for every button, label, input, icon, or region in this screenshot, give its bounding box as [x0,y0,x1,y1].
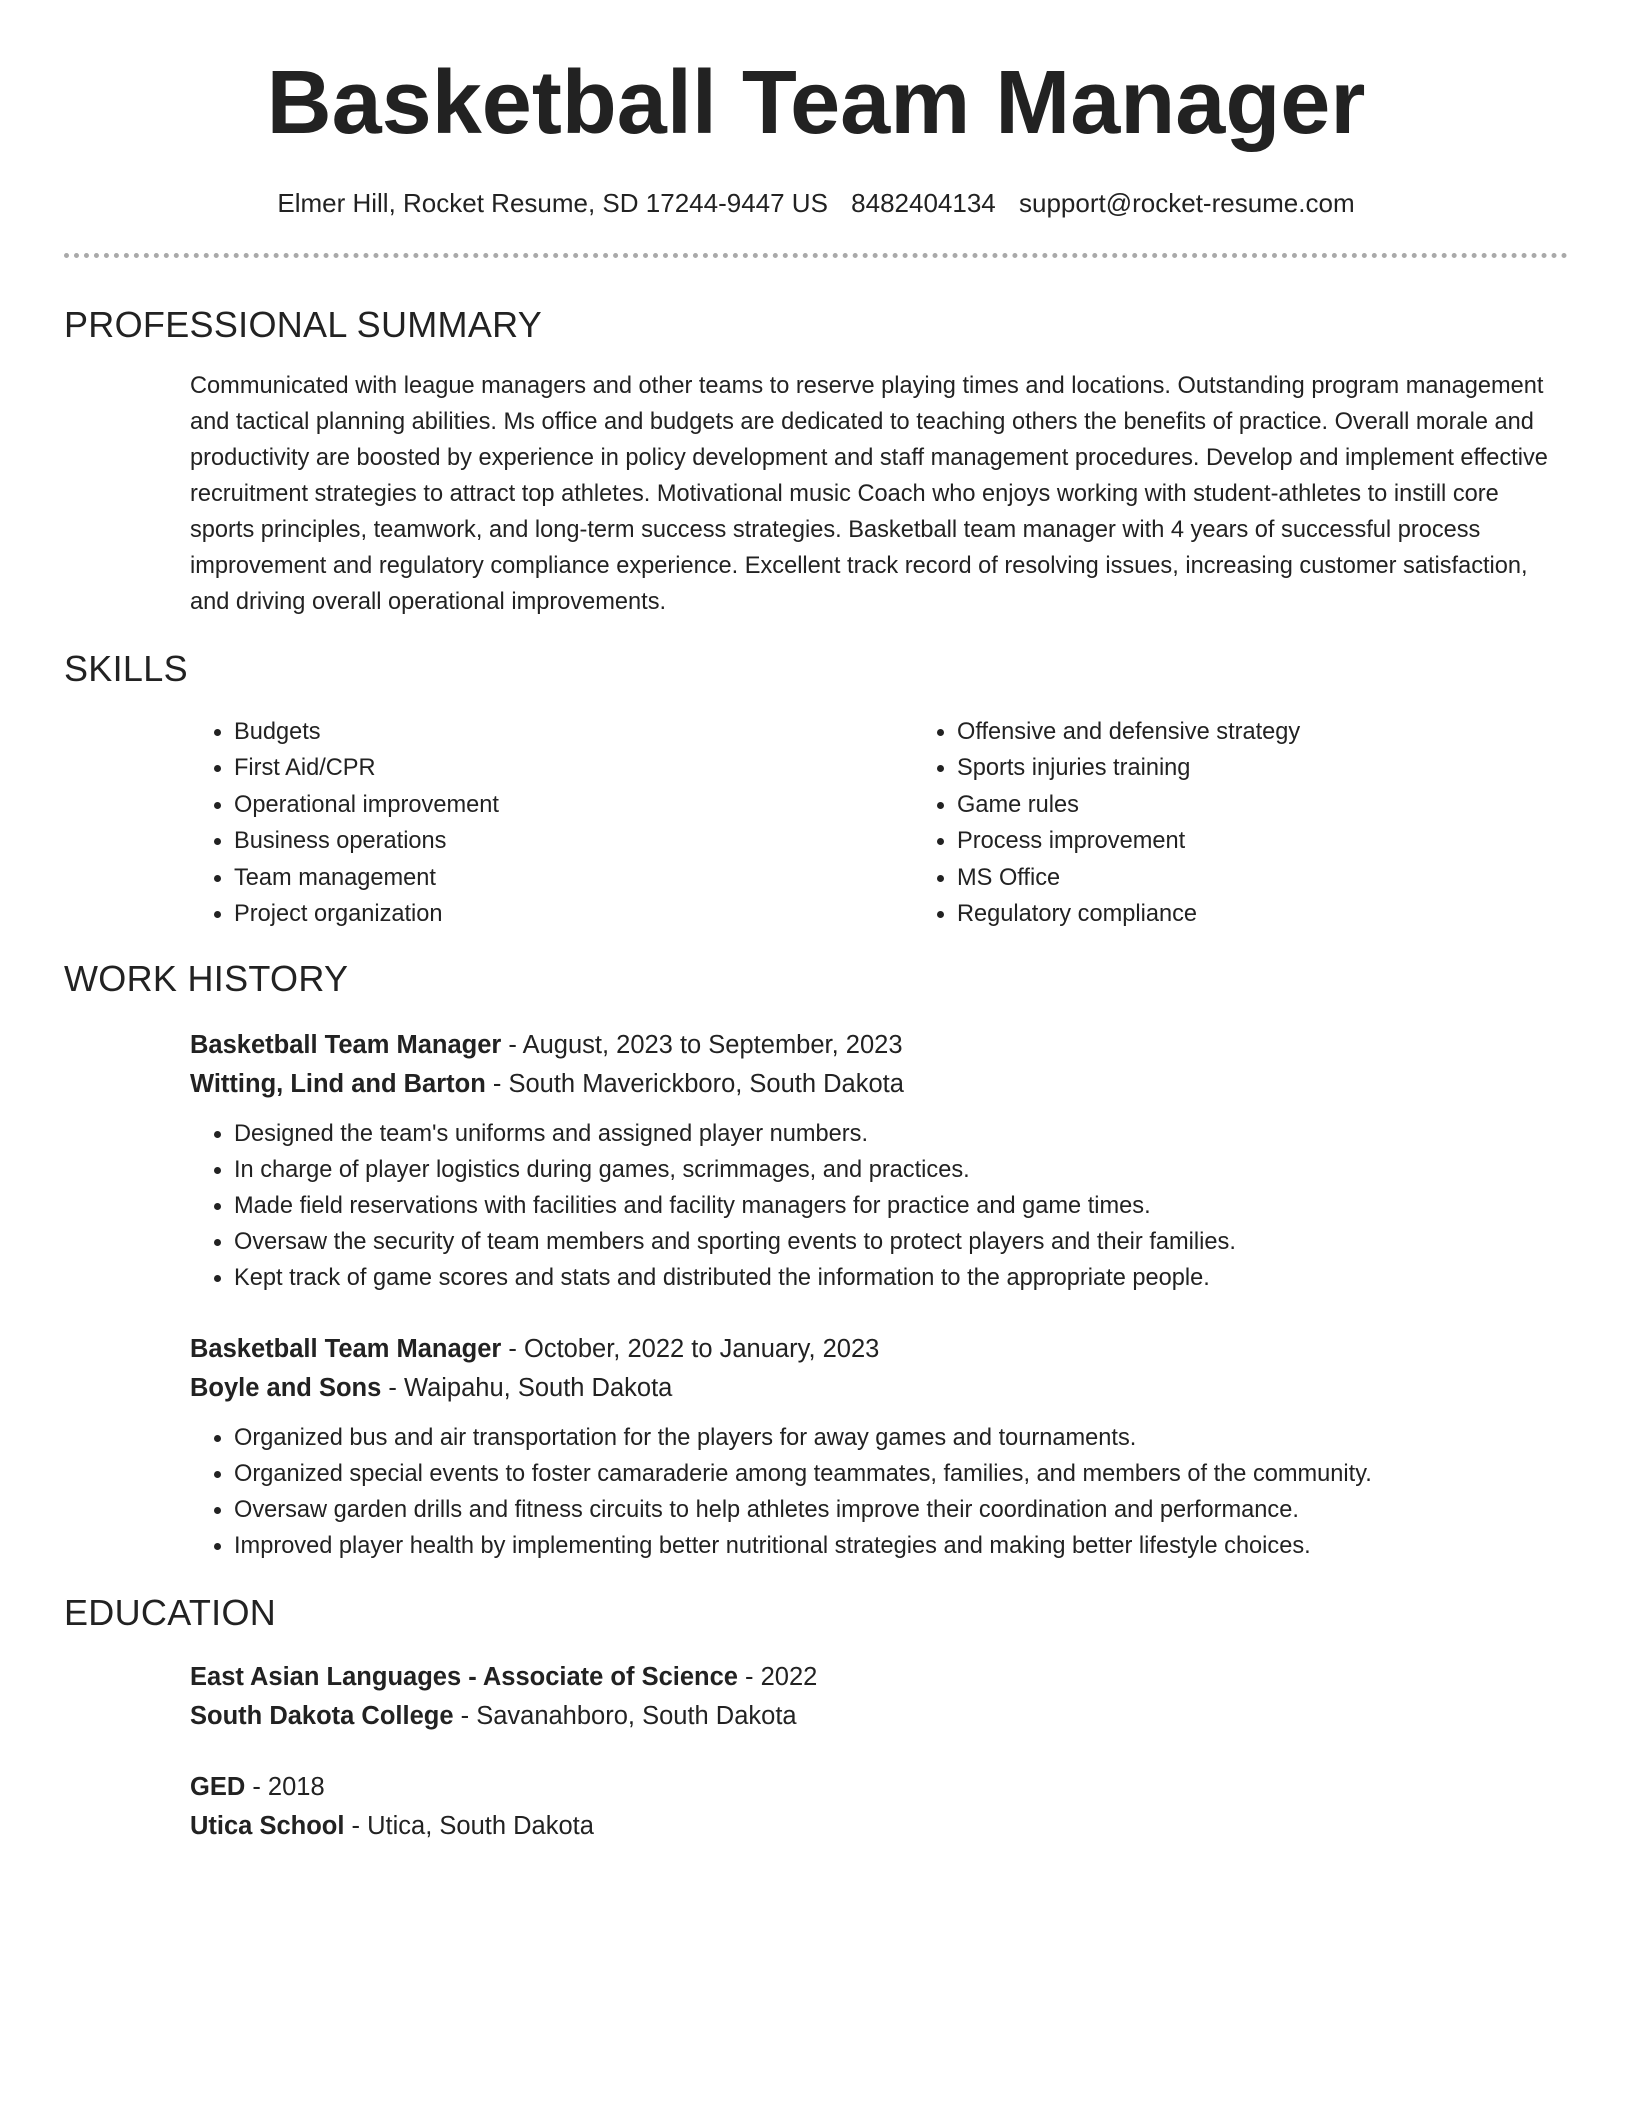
job-title-line [190,1330,1568,1369]
work-history-heading: WORK HISTORY [64,958,349,1000]
summary-text: Communicated with league managers and other teams to reserve playing times and locations. Outstanding program management and tactical planning abilities. Ms office and budgets are dedicated to teaching others the benefits of practice. Overall morale and productivity are boosted by experience in policy development and staff management procedures. Develop and implement effective recruitment strategies to attract top athletes. Motivational music Coach who enjoys working with student-athletes to instill core sports principles, teamwork, and long-term success strategies. Basketball team manager with 4 years of successful process improvement and regulatory compliance experience. Excellent track record of resolving issues, increasing customer satisfaction, and driving overall operational improvements. [190,373,1548,615]
job-company: Witting, Lind and Barton [190,1070,486,1099]
summary-heading: PROFESSIONAL SUMMARY [64,304,543,345]
job-role: Basketball Team Manager [190,1031,502,1060]
job-company-line [190,1369,1568,1408]
skill-item: • Game rules [957,787,1632,823]
education-year: - 2018 [245,1773,325,1802]
skills-section [64,648,1568,932]
job-bullet: • Oversaw the security of team members and sporting events to protect players and their families. [234,1224,1568,1260]
skill-item: • Business operations [234,823,913,859]
skill-item: • Team management [234,860,913,896]
education-heading: EDUCATION [64,1592,277,1634]
skill-item: • Budgets [234,714,913,750]
education-year: - 2022 [737,1663,818,1692]
job-title-line [190,1026,1568,1065]
summary-section [64,304,1568,620]
skill-item: • Sports injuries training [957,750,1632,786]
contact-line [64,188,1568,219]
skills-list-left [190,714,913,932]
skill-item: • Regulatory compliance [957,896,1632,932]
resume-title: Basketball Team Manager [266,53,1366,153]
job-bullets [190,1116,1568,1296]
education-school-line [190,1697,1568,1736]
contact-email: support@rocket-resume.com [1019,188,1355,218]
skills-heading: SKILLS [64,648,188,689]
job-bullet: • Oversaw garden drills and fitness circuits to help athletes improve their coordination and performance. [234,1492,1568,1528]
education-location: - Utica, South Dakota [344,1812,594,1841]
job-bullet: • Organized special events to foster camaraderie among teammates, families, and members of the community. [234,1456,1568,1492]
education-school: South Dakota College [190,1702,454,1731]
skills-list-right [913,714,1632,932]
skill-item: • Operational improvement [234,787,913,823]
job-dates: - August, 2023 to September, 2023 [501,1031,903,1060]
contact-phone: 8482404134 [851,188,996,218]
job-entry [190,1330,1568,1564]
job-role: Basketball Team Manager [190,1335,502,1364]
job-bullets [190,1420,1568,1564]
job-location: - Waipahu, South Dakota [381,1374,673,1403]
job-bullet: • Kept track of game scores and stats and distributed the information to the appropriate people. [234,1260,1568,1296]
education-location: - Savanahboro, South Dakota [453,1702,797,1731]
skill-item: • Process improvement [957,823,1632,859]
job-location: - South Maverickboro, South Dakota [485,1070,904,1099]
header-divider [64,253,1568,258]
education-section [64,1592,1568,1846]
job-dates: - October, 2022 to January, 2023 [501,1335,880,1364]
education-degree-line [190,1658,1568,1697]
job-entry [190,1026,1568,1296]
skill-item: • Project organization [234,896,913,932]
skill-item: • MS Office [957,860,1632,896]
job-bullet: • Organized bus and air transportation for the players for away games and tournaments. [234,1420,1568,1456]
skills-columns [190,714,1568,932]
education-degree: GED [190,1773,246,1802]
job-bullet: • Improved player health by implementing better nutritional strategies and making better lifestyle choices. [234,1528,1568,1564]
skill-item: • First Aid/CPR [234,750,913,786]
work-history-section [64,958,1568,1564]
education-school: Utica School [190,1812,345,1841]
job-bullet: • Made field reservations with facilities and facility managers for practice and game times. [234,1188,1568,1224]
education-school-line [190,1807,1568,1846]
education-degree: East Asian Languages - Associate of Science [190,1663,738,1692]
job-bullet: • Designed the team's uniforms and assigned player numbers. [234,1116,1568,1152]
contact-address: Elmer Hill, Rocket Resume, SD 17244-9447 US [277,188,828,218]
skill-item: • Offensive and defensive strategy [957,714,1632,750]
education-entry [190,1768,1568,1846]
education-degree-line [190,1768,1568,1807]
job-company: Boyle and Sons [190,1374,382,1403]
job-company-line [190,1065,1568,1104]
education-entry [190,1658,1568,1736]
job-bullet: • In charge of player logistics during games, scrimmages, and practices. [234,1152,1568,1188]
